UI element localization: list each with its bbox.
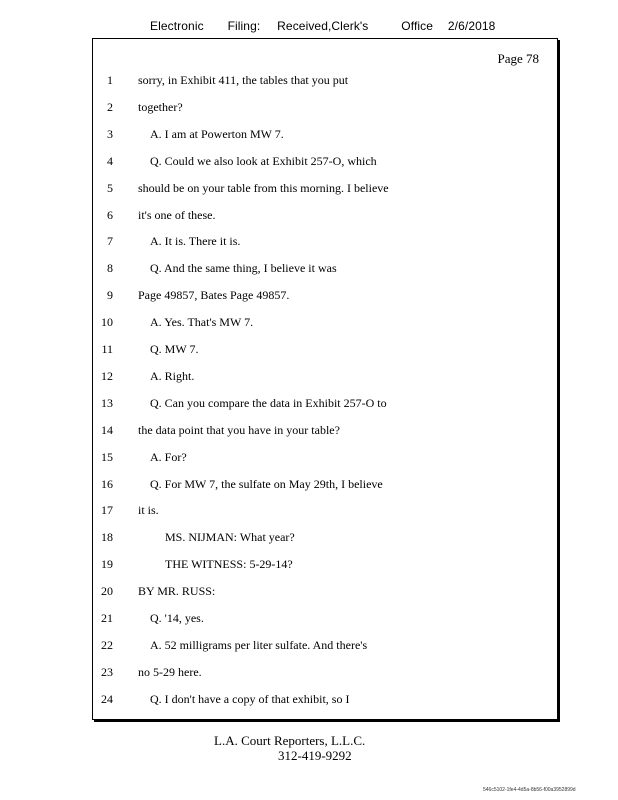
line-number: 14 <box>101 422 113 437</box>
transcript-line <box>93 557 557 584</box>
line-number: 22 <box>101 637 113 652</box>
line-number: 13 <box>101 395 113 410</box>
transcript-page <box>92 38 558 720</box>
line-text: it is. <box>138 503 159 518</box>
transcript-line <box>93 73 557 100</box>
transcript-line <box>93 584 557 611</box>
transcript-line <box>93 530 557 557</box>
line-text: A. Right. <box>150 368 195 383</box>
line-text: THE WITNESS: 5-29-14? <box>165 557 293 572</box>
reporter-name: L.A. Court Reporters, L.L.C. <box>214 733 366 748</box>
line-text: Q. For MW 7, the sulfate on May 29th, I believe <box>150 476 383 491</box>
line-text: together? <box>138 99 183 114</box>
transcript-line <box>93 450 557 477</box>
line-number: 4 <box>107 153 113 168</box>
line-number: 16 <box>101 476 113 491</box>
transcript-line <box>93 396 557 423</box>
line-text: A. It is. There it is. <box>150 234 241 249</box>
transcript-line <box>93 369 557 396</box>
reporter-phone: 312-419-9292 <box>278 748 352 763</box>
line-text: Q. I don't have a copy of that exhibit, so I <box>150 691 350 706</box>
transcript-line <box>93 503 557 530</box>
line-text: BY MR. RUSS: <box>138 584 216 599</box>
line-number: 9 <box>107 288 113 303</box>
line-number: 17 <box>101 503 113 518</box>
transcript-line <box>93 638 557 665</box>
line-text: A. 52 milligrams per liter sulfate. And there's <box>150 637 368 652</box>
filing-filing: Filing: <box>227 19 261 33</box>
line-text: Page 49857, Bates Page 49857. <box>138 288 290 303</box>
line-number: 2 <box>107 99 113 114</box>
line-text: MS. NIJMAN: What year? <box>165 530 295 545</box>
transcript-line <box>93 208 557 235</box>
transcript-line <box>93 423 557 450</box>
line-number: 21 <box>101 611 113 625</box>
filing-stamp-header <box>150 19 495 33</box>
line-text: A. For? <box>150 449 187 464</box>
filing-date: 2/6/2018 <box>447 19 496 33</box>
line-number: 6 <box>107 207 113 222</box>
transcript-line <box>93 100 557 127</box>
transcript-line <box>93 611 557 638</box>
document-hash: 546c5102-1fe4-4d5a-8b56-f00a3952899d <box>483 787 576 793</box>
line-number: 24 <box>101 691 113 706</box>
line-text: Q. Can you compare the data in Exhibit 257-O to <box>150 395 387 410</box>
transcript-line <box>93 665 557 692</box>
reporter-footer <box>214 733 365 763</box>
line-number: 11 <box>101 342 113 356</box>
transcript-line <box>93 342 557 369</box>
line-number: 15 <box>101 449 113 464</box>
line-number: 18 <box>101 530 113 545</box>
line-number: 10 <box>101 315 113 330</box>
transcript-line <box>93 692 557 719</box>
line-text: Q. MW 7. <box>150 342 199 356</box>
line-number: 20 <box>101 584 113 599</box>
line-number: 3 <box>107 126 113 141</box>
filing-office: Office <box>401 19 434 33</box>
line-number: 1 <box>107 73 113 87</box>
line-text: Q. Could we also look at Exhibit 257-O, which <box>150 153 377 168</box>
transcript-line <box>93 181 557 208</box>
line-number: 12 <box>101 368 113 383</box>
filing-electronic: Electronic <box>150 19 204 33</box>
line-text: Q. '14, yes. <box>150 611 204 625</box>
transcript-line <box>93 234 557 261</box>
page-number: Page 78 <box>497 51 539 66</box>
line-number: 19 <box>101 557 113 572</box>
line-text: sorry, in Exhibit 411, the tables that you put <box>138 73 349 87</box>
line-number: 8 <box>107 261 113 276</box>
line-text: should be on your table from this morning. I believe <box>138 180 389 195</box>
line-text: it's one of these. <box>138 207 216 222</box>
filing-received: Received,Clerk's <box>277 19 369 33</box>
transcript-line <box>93 288 557 315</box>
transcript-line <box>93 261 557 288</box>
transcript-line <box>93 315 557 342</box>
line-number: 7 <box>107 234 113 249</box>
transcript-line <box>93 154 557 181</box>
line-number: 5 <box>107 180 113 195</box>
line-text: Q. And the same thing, I believe it was <box>150 261 337 276</box>
transcript-line <box>93 477 557 504</box>
line-text: no 5-29 here. <box>138 664 202 679</box>
line-text: A. Yes. That's MW 7. <box>150 315 254 330</box>
transcript-line <box>93 127 557 154</box>
line-text: the data point that you have in your table? <box>138 422 340 437</box>
line-text: A. I am at Powerton MW 7. <box>150 126 284 141</box>
line-number: 23 <box>101 664 113 679</box>
